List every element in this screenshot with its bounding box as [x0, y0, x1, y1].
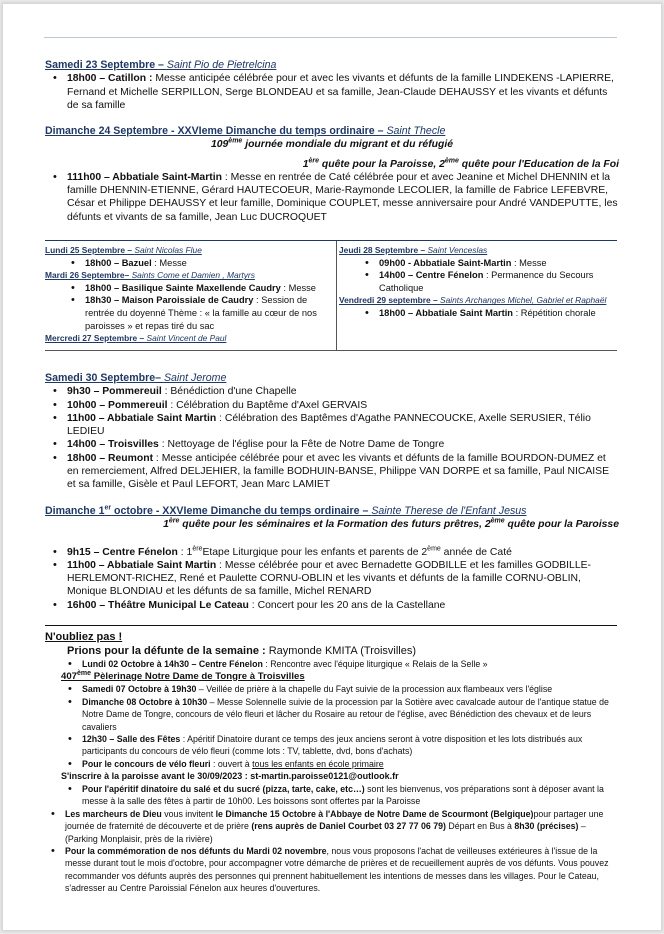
left-column [45, 244, 335, 345]
reunion-item: • Lundi 02 Octobre à 14h30 – Centre Fénelon : Rencontre avec l'équipe liturgique « Relais de la Selle » [82, 658, 619, 671]
section-dimanche-1 [45, 505, 619, 612]
aperitif-item: • Pour l'apéritif dinatoire du salé et du sucré (pizza, tarte, cake, etc…) sont les bienvenus, vos préparations sont à déposer avant la messe à la salle des fêtes à partir de 10h00. Les boissons sont offertes par la Paroisse [82, 783, 619, 808]
pelerinage-title: 407ème Pèlerinage Notre Dame de Tongre à Troisvilles [61, 669, 305, 682]
section-dimanche-24 [45, 125, 619, 224]
day-heading: Mercredi 27 Septembre – Saint Vincent de Paul [45, 333, 227, 344]
notes-separator [45, 625, 617, 626]
permanence-item: • 14h00 – Centre Fénelon : Permanence du Secours Catholique [379, 269, 629, 294]
pelerinage-item: • Pour le concours de vélo fleuri : ouvert à tous les enfants en école primaire [82, 758, 619, 770]
mass-item: • 18h00 – Bazuel : Messe [85, 257, 335, 270]
mass-item: • 18h00 – Basilique Sainte Maxellende Caudry : Messe [85, 282, 335, 295]
session-item: • 18h30 – Maison Paroissiale de Caudry : Session de rentrée du doyenné Thème : « la famille au cœur de nos paroisses » et repas tiré du sac [85, 294, 335, 332]
mass-item: • 11h00 – Abbatiale Saint Martin : Messe célébrée pour et avec Bernadette GODBILLE et les familles GODBILLE-HERLEMONT-RICHEZ, René et Paulette CORNU-OBLIN et les vivants et défunts de la famille CORNU-OBLIN, Monique BLONDIAU et les défunts de sa famille, Michel RENARD [67, 559, 619, 599]
quetes: 1ère quête pour la Paroisse, 2ème quête pour l'Education de la Foi [302, 157, 619, 170]
section-samedi-30 [45, 372, 619, 492]
pelerinage-item: • Samedi 07 Octobre à 19h30 – Veillée de prière à la chapelle du Fayt suivie de la procession aux flambeaux vers l'église [82, 683, 619, 695]
mass-item: • 18h00 – Catillon : Messe anticipée célébrée pour et avec les vivants et défunts de la famille LINDEKENS -LAPIERRE, Fernand et Michelle SERPILLON, Serge BLONDEAU et sa famille, Jean-Claude DEHAUSSY et les vivants et défunts de sa famille [67, 72, 619, 112]
event-item: • 10h00 – Pommereuil : Célébration du Baptême d'Axel GERVAIS [67, 399, 619, 412]
day-heading: Dimanche 1er octobre - XXVIeme Dimanche du temps ordinaire – Sainte Therese de l'Enfant Jesus [45, 504, 527, 517]
mass-item: • 09h00 - Abbatiale Saint-Martin : Messe [379, 257, 629, 270]
day-heading: Vendredi 29 septembre – Saints Archanges Michel, Gabriel et Raphaël [339, 295, 607, 306]
notes-title: N'oubliez pas ! [45, 631, 123, 643]
concert-item: • 16h00 – Théâtre Municipal Le Cateau : Concert pour les 20 ans de la Castellane [67, 599, 619, 612]
section-notes [45, 631, 619, 895]
event-item: • 18h00 – Reumont : Messe anticipée célébrée pour et avec les vivants et défunts de la famille BOURDON-DUMEZ et en remerciement, Alfred DELJEHIER, la famille BODHUIN-BANSE, Philippe VAN DORPE et sa famille, Paul NICAISE et sa famille, Gisèle et Paul LEFORT, Jean Marc LAMIET [67, 452, 619, 492]
column-divider [336, 241, 337, 351]
weekday-table [45, 240, 617, 351]
day-heading: Lundi 25 Septembre – Saint Nicolas Flue [45, 245, 202, 255]
commemoration-item: • Pour la commémoration de nos défunts du Mardi 02 novembre, nous vous proposons l'achat de veilleuses extérieures à l'issue de la messe durant tout le mois d'octobre, pour accompagner votre démarche de prières et de recueillement auprès de vos défunts. Vous pouvez recommander vos défunts auprès des personnes qui prennent habituellement les intentions de messes dans les villages. Pour le Cateau, s'adresser au Centre Paroissial Fénelon aux heures d'ouvertures. [65, 845, 619, 895]
top-rule [44, 37, 617, 38]
pelerinage-item: • 12h30 – Salle des Fêtes : Apéritif Dinatoire durant ce temps des jeux anciens seront à votre disposition et les lots distribués aux participants du concours de vélo fleuri (comme lots : TV, tablette, dvd, bons d'achats) [82, 733, 619, 758]
day-heading: Jeudi 28 Septembre – Saint Venceslas [339, 245, 488, 255]
mass-item: • 111h00 – Abbatiale Saint-Martin : Messe en rentrée de Caté célébrée pour et avec Jeanine et Michel DHENNIN et la famille DHENNIN-ETIENNE, Gérard HAUTECOEUR, Marie-Raymonde LECOLIER, la famille de Fabrice LEFEBVRE, César et Philippe DEHAUSSY et leur famille, Dominique COUPLET, messe anniversaire pour André VANDEPUTTE, les défunts et vivants de sa famille, Jean Luc DUCROQUET [67, 171, 619, 224]
marcheurs-item: • Les marcheurs de Dieu vous invitent le Dimanche 15 Octobre à l'Abbaye de Notre Dame de Scourmont (Belgique)pour partager une journée de fraternité de découverte et de prière (rens auprès de Daniel Courbet 03 27 77 06 79) Départ en Bus à 8h30 (précises) – (Parking Monplaisir, près de la rivière) [65, 808, 619, 845]
bulletin-page [2, 3, 662, 931]
day-heading: Dimanche 24 Septembre - XXVIeme Dimanche du temps ordinaire – Saint Thecle [45, 125, 446, 137]
prions-line: Prions pour la défunte de la semaine : Raymonde KMITA (Troisvilles) [67, 644, 417, 657]
inscription-line: S'inscrire à la paroisse avant le 30/09/2023 : st-martin.paroisse0121@outlook.fr [61, 771, 399, 782]
day-heading: Samedi 30 Septembre– Saint Jerome [45, 372, 227, 384]
event-item: • 9h30 – Pommereuil : Bénédiction d'une Chapelle [67, 385, 619, 398]
journee-mondiale: 109ème journée mondiale du migrant et du réfugié [210, 137, 454, 151]
event-item: • 14h00 – Troisvilles : Nettoyage de l'église pour la Fête de Notre Dame de Tongre [67, 438, 619, 451]
section-samedi-23 [45, 59, 619, 112]
day-heading: Samedi 23 Septembre – Saint Pio de Pietrelcina [45, 59, 277, 71]
pelerinage-item: • Dimanche 08 Octobre à 10h30 – Messe Solennelle suivie de la procession par la Sotière avec cavalcade autour de l'antique statue de Notre Dame de Tongre, concours de vélo fleuri et lâcher du Rosaire au retour de l'église, avec Bénédiction des chevaux et de leurs cavaliers [82, 696, 619, 733]
quetes: 1ère quête pour les séminaires et la Formation des futurs prêtres, 2ème quête pour la Paroisse [163, 517, 619, 531]
chorale-item: • 18h00 – Abbatiale Saint Martin : Répétition chorale [379, 307, 629, 320]
event-item: • 9h15 – Centre Fénelon : 1èreEtape Liturgique pour les enfants et parents de 2ème année de Caté [67, 546, 619, 559]
event-item: • 11h00 – Abbatiale Saint Martin : Célébration des Baptêmes d'Agathe PANNECOUCKE, Axelle SERUSIER, Télio LEDIEU [67, 412, 619, 439]
table-bottom-rule [45, 350, 617, 351]
day-heading: Mardi 26 Septembre– Saints Come et Damien , Martyrs [45, 270, 255, 281]
right-column [339, 244, 629, 320]
